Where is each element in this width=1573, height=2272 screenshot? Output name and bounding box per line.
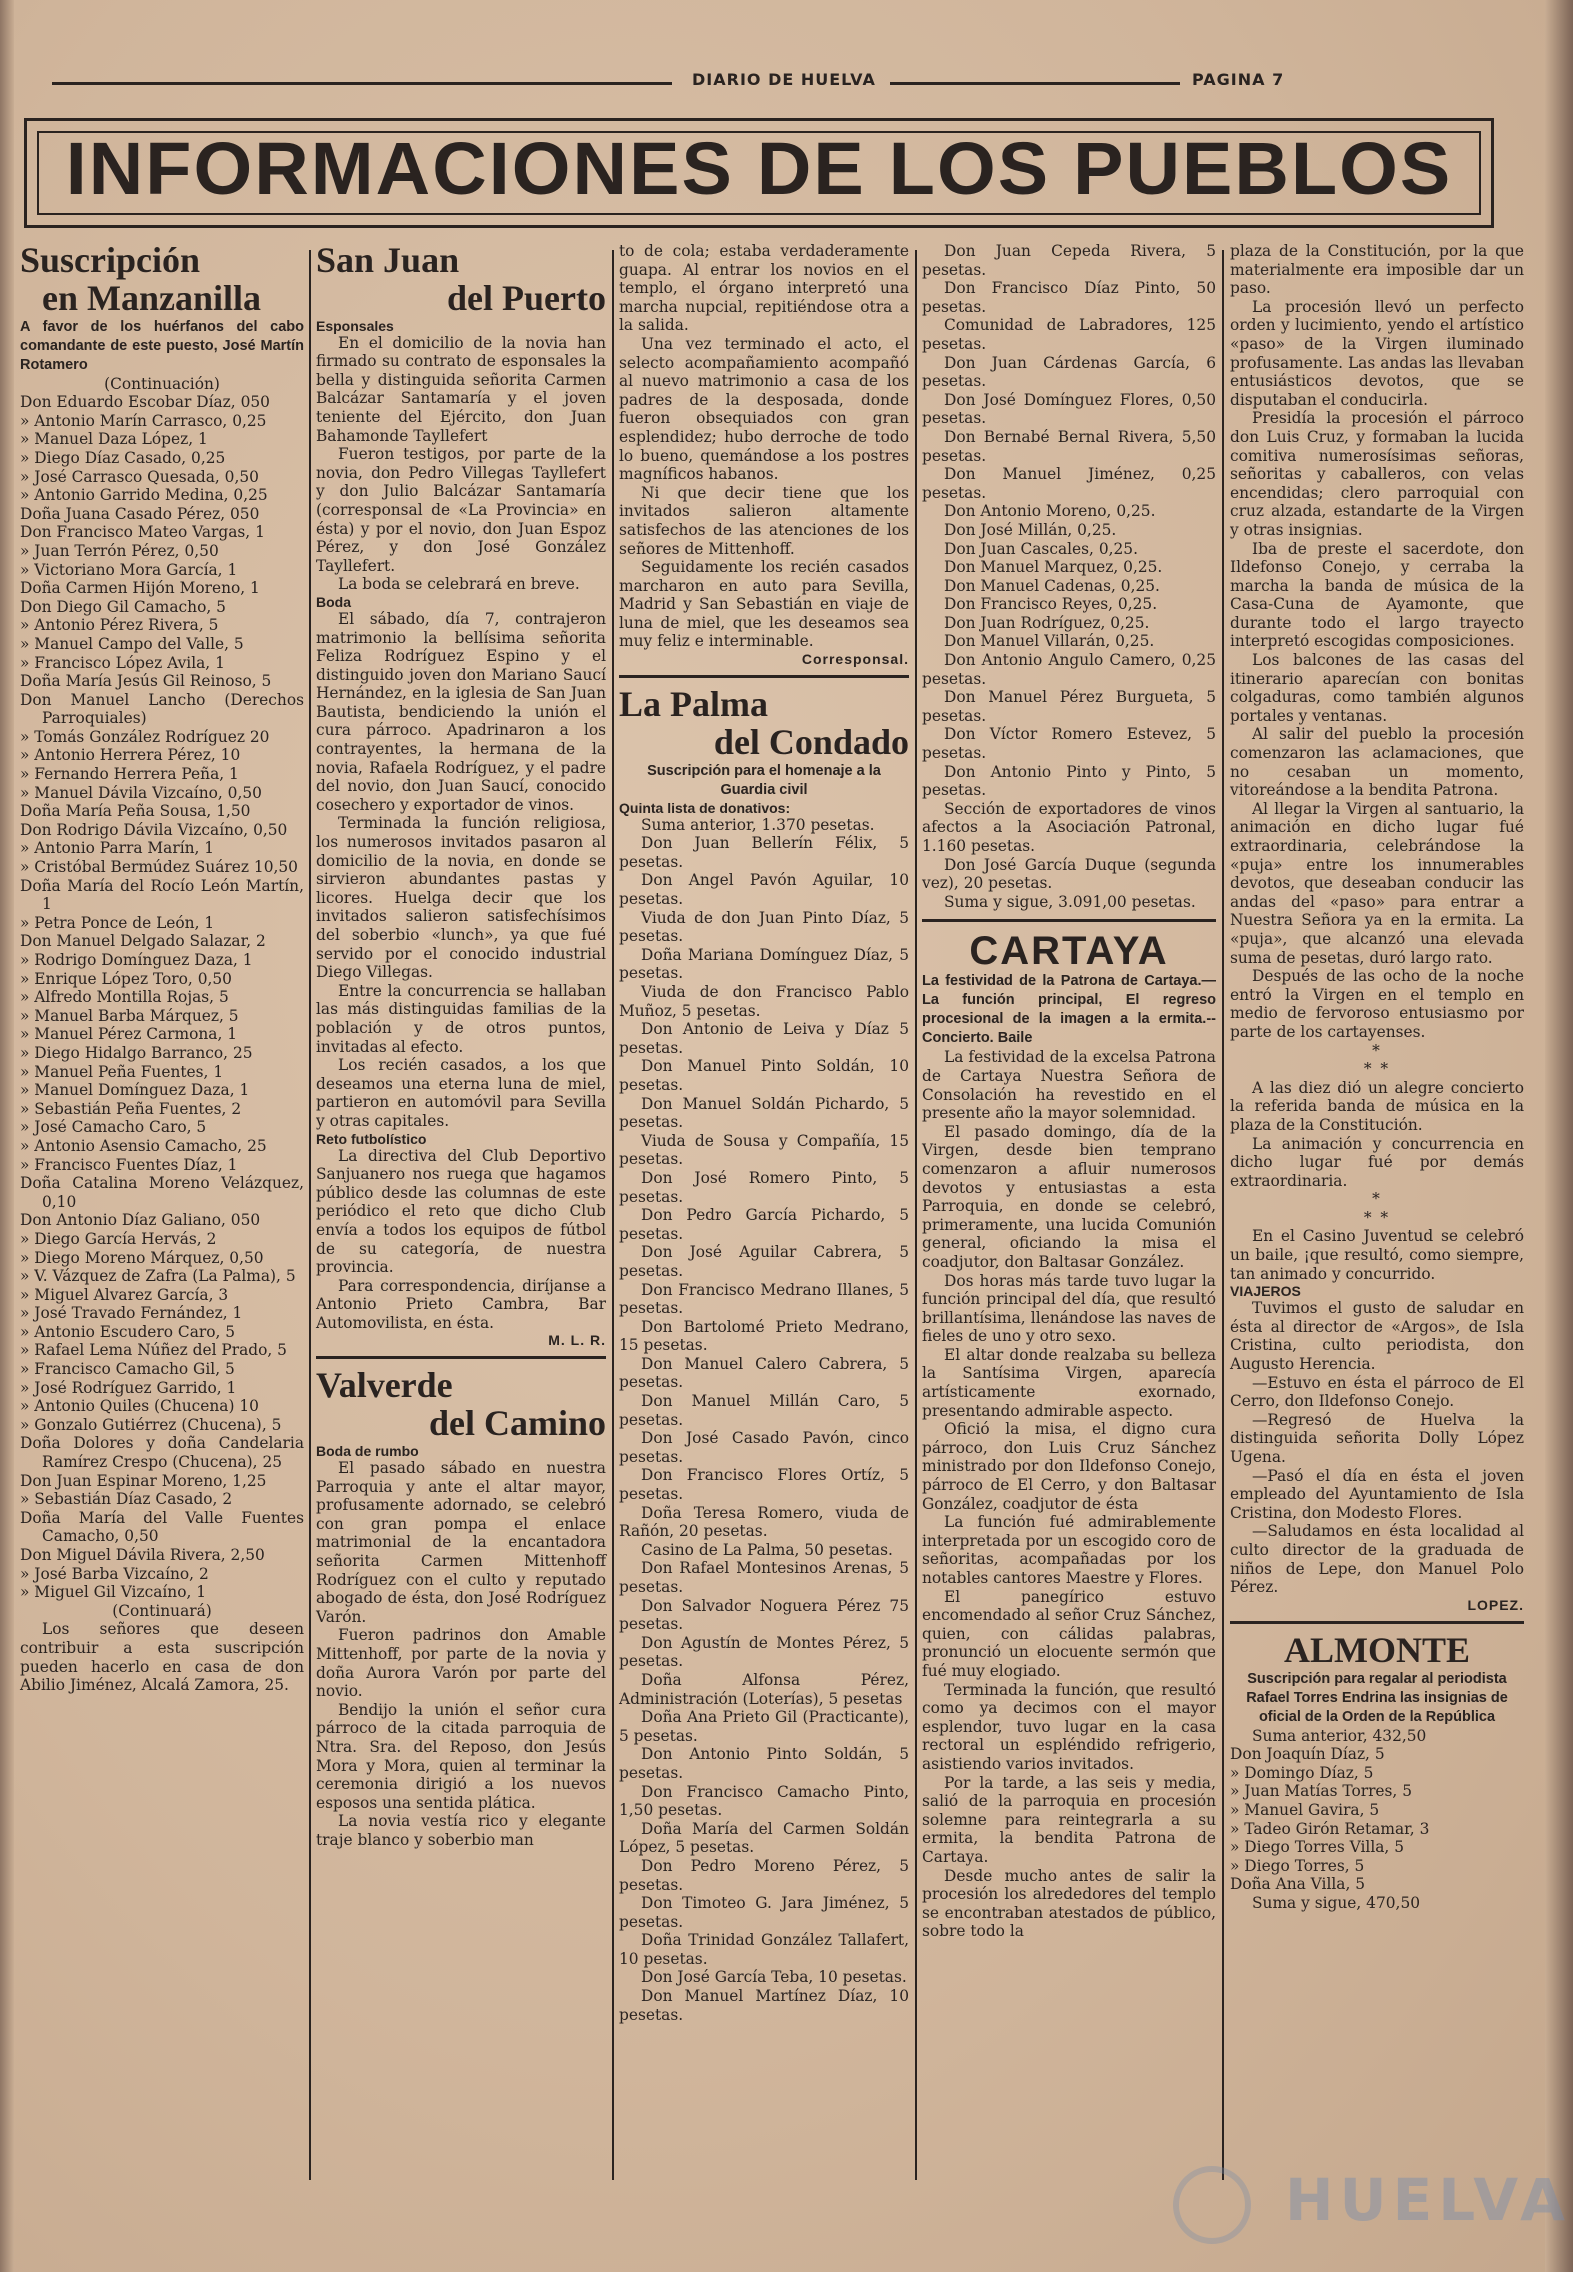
section-ornament: * * *: [1363, 1041, 1391, 1079]
list-item: Don Manuel Villarán, 0,25.: [944, 632, 1155, 651]
list-item: Don Pedro García Pichardo, 5 pesetas.: [619, 1206, 909, 1243]
list-item: » Enrique López Toro, 0,50: [20, 969, 232, 988]
list-item: Don Juan Cepeda Rivera, 5 pesetas.: [922, 242, 1216, 279]
list-item: Doña Catalina Moreno Velázquez, 0,10: [20, 1174, 304, 1211]
list-item: Sección de exportadores de vinos afectos a la Asociación Patronal, 1.160 pesetas.: [922, 799, 1216, 855]
signature: Corresponsal.: [801, 651, 909, 668]
list-item: Don José García Teba, 10 pesetas.: [641, 1968, 907, 1987]
paragraph: Bendijo la unión el señor cura párroco de la citada parroquia de Ntra. Sra. del Reposo, don Jesús Mora y Mora, quien al terminar la ceremonia dirigió a los nuevos esposos una sentida plática.: [316, 1700, 606, 1812]
list-item: » Diego Torres, 5: [1230, 1856, 1365, 1875]
list-item: » Petra Ponce de León, 1: [20, 913, 215, 932]
paragraph: Los balcones de las casas del itinerario aparecían con bonitas colgaduras, como también algunos portales y ventanas.: [1230, 651, 1524, 725]
paragraph: Ni que decir tiene que los invitados salieron altamente satisfechos de las atenciones de los señores de Mittenhoff.: [619, 483, 909, 558]
article-subtitle: Suscripción para regalar al periodista Rafael Torres Endrina las insignias de oficial de la Orden de la República: [1246, 1670, 1508, 1725]
section-heading: Boda: [316, 593, 351, 610]
list-item: Doña Mariana Domínguez Díaz, 5 pesetas.: [619, 945, 909, 983]
paragraph: El pasado sábado en nuestra Parroquia y ante el altar mayor, profusamente adornado, se celebró con gran pompa el enlace matrimonial de la encantadora señorita Carmen Mittenhoff Rodríguez con el culto y reputado abogado de ésta, don José Rodríguez Varón.: [316, 1459, 606, 1626]
paragraph: Seguidamente los recién casados marcharon en auto para Sevilla, Madrid y San Sebastián en viaje de luna de miel, que les deseamos sea muy feliz e interminable.: [619, 558, 909, 651]
donor-list: [20, 393, 304, 1602]
list-item: Don Juan Bellerín Félix, 5 pesetas.: [619, 834, 909, 871]
paragraph: La procesión llevó un perfecto orden y lucimiento, yendo el artístico «paso» de la Virgen iluminado profusamente. Las andas las llevaban entusiásticos devotos, que se disputaban el conducirla.: [1230, 297, 1524, 409]
seal-icon: [1173, 2166, 1251, 2244]
article-subtitle: Suscripción para el homenaje a la Guardia civil: [647, 762, 881, 798]
list-item: Suma y sigue, 470,50: [1252, 1893, 1421, 1912]
list-item: Don Manuel Lancho (Derechos Parroquiales): [20, 690, 304, 728]
paragraph: El altar donde realzaba su belleza la Santísima Virgen, aparecía artísticamente exornado, presentando admirable aspecto.: [922, 1345, 1216, 1420]
list-item: Don Francisco Camacho Pinto, 1,50 pesetas.: [619, 1782, 909, 1820]
list-item: Don Timoteo G. Jara Jiménez, 5 pesetas.: [619, 1894, 909, 1931]
paragraph: En el domicilio de la novia han firmado su contrato de esponsales la bella y distinguida señorita Carmen Balcázar Santamaría y el joven teniente del Ejército, don Juan Bahamonde Tayllefert: [316, 333, 606, 445]
list-item: Don José Aguilar Cabrera, 5 pesetas.: [619, 1243, 909, 1280]
list-item: Don Manuel Jiménez, 0,25 pesetas.: [922, 465, 1216, 502]
list-item: Don José Casado Pavón, cinco pesetas.: [619, 1429, 909, 1466]
paragraph: Entre la concurrencia se hallaban las más distinguidas familias de la población y de otros puntos, invitadas al efecto.: [316, 981, 606, 1056]
page-edge-right: [1545, 0, 1573, 2272]
list-item: Don José Romero Pinto, 5 pesetas.: [619, 1168, 909, 1206]
list-item: Don Víctor Romero Estevez, 5 pesetas.: [922, 725, 1216, 763]
list-item: Don Manuel Calero Cabrera, 5 pesetas.: [619, 1354, 909, 1392]
list-item: » Manuel Gavira, 5: [1230, 1800, 1380, 1819]
list-item: Don Manuel Marquez, 0,25.: [944, 558, 1163, 577]
section-banner: [24, 118, 1494, 228]
list-item: Suma y sigue, 3.091,00 pesetas.: [944, 892, 1196, 911]
list-item: » Sebastián Peña Fuentes, 2: [20, 1099, 242, 1118]
list-item: » Manuel Campo del Valle, 5: [20, 634, 244, 653]
list-item: Viuda de don Juan Pinto Díaz, 5 pesetas.: [619, 908, 909, 946]
article-divider: [922, 919, 1216, 922]
list-item: » Francisco López Avila, 1: [20, 653, 225, 672]
paragraph: Fueron testigos, por parte de la novia, don Pedro Villegas Tayllefert y don Julio Balcázar Santamaría (corresponsal de «La Provincia» en ésta) y por el novio, don Juan Espoz Pérez, y don José González Tayllefert.: [316, 445, 606, 575]
section-ornament: * * *: [1363, 1190, 1391, 1227]
list-item: Don Bernabé Bernal Rivera, 5,50 pesetas.: [922, 427, 1216, 465]
list-item: » Rafael Lema Núñez del Prado, 5: [20, 1341, 287, 1360]
paragraph: Desde mucho antes de salir la procesión los alrededores del templo se encontraban atestados de público, sobre todo la: [922, 1866, 1216, 1941]
list-item: Don Diego Gil Camacho, 5: [20, 597, 226, 616]
list-item: Doña María del Rocío León Martín, 1: [20, 876, 304, 914]
paragraph: —Estuvo en ésta el párroco de El Cerro, don Ildefonso Conejo.: [1230, 1373, 1524, 1411]
list-item: Viuda de Sousa y Compañía, 15 pesetas.: [619, 1131, 909, 1169]
column-rule-4: [1222, 250, 1224, 2180]
list-item: » Diego Hidalgo Barranco, 25: [20, 1043, 253, 1062]
list-heading: Quinta lista de donativos:: [619, 799, 791, 816]
paragraph: Ofició la misa, el digno cura párroco, don Luis Cruz Sánchez ministrado por don Ildefonso Conejo, párroco de El Cerro, y don Baltasar González, coadjutor de ésta: [922, 1420, 1216, 1513]
paragraph: Para correspondencia, diríjanse a Antonio Prieto Cambra, Bar Automovilista, en ésta.: [316, 1276, 606, 1332]
list-item: » José Carrasco Quesada, 0,50: [20, 467, 259, 486]
list-item: » Rodrigo Domínguez Daza, 1: [20, 951, 253, 969]
paragraph: El pasado domingo, día de la Virgen, desde bien temprano comenzaron a afluir numerosos devotos y entusiastas a esta Parroquia, en donde se celebró, primeramente, una lucida Comunión general, oficiando la misa el coadjutor, don Baltasar González.: [922, 1122, 1216, 1271]
continued-footer: (Continuará): [112, 1601, 212, 1620]
paragraph: Al salir del pueblo la procesión comenzaron las aclamaciones, que no cesaban un momento, vitoreándose a la bendita Patrona.: [1230, 725, 1524, 800]
list-item: Don Antonio Moreno, 0,25.: [944, 502, 1156, 521]
list-item: » Antonio Herrera Pérez, 10: [20, 746, 241, 765]
list-item: Doña Dolores y doña Candelaria Ramírez Crespo (Chucena), 25: [20, 1434, 304, 1472]
newspaper-name: DIARIO DE HUELVA: [692, 70, 876, 89]
paragraph: Después de las ocho de la noche entró la Virgen en el templo en medio de fervoroso entusiasmo por parte de los cartayenses.: [1230, 967, 1524, 1041]
paragraph: A las diez dió un alegre concierto la referida banda de música en la plaza de la Constitución.: [1230, 1078, 1524, 1134]
paragraph: En el Casino Juventud se celebró un baile, ¡que resultó, como siempre, tan animado y concurrido.: [1230, 1227, 1524, 1283]
article-title-line2: del Puerto: [447, 277, 606, 318]
paragraph: Terminada la función, que resultó como ya decimos con el mayor esplendor, tuvo lugar en la casa rectoral un espléndido refrigerio, asistiendo varios invitados.: [922, 1680, 1216, 1773]
list-item: » Miguel Alvarez García, 3: [20, 1285, 229, 1304]
list-item: » Francisco Camacho Gil, 5: [20, 1360, 235, 1379]
list-item: Don Antonio Díaz Galiano, 050: [20, 1211, 261, 1230]
list-item: Doña María Peña Sousa, 1,50: [20, 802, 251, 821]
article-subtitle: La festividad de la Patrona de Cartaya.—La función principal, El regreso procesional de la imagen a la ermita.--Concierto. Baile: [922, 973, 1216, 1047]
list-item: Doña Alfonsa Pérez, Administración (Loterías), 5 pesetas: [619, 1670, 909, 1708]
paragraph: Al llegar la Virgen al santuario, la animación en dicho lugar fué extraordinaria, celebrándose la «puja» entre los innumerables devotos, que deseaban conducir las andas del «paso» para entrar a Nuestra Señora ya en la ermita. La «puja», que alcanzó una elevada suma de pesetas, duró largo rato.: [1230, 799, 1524, 967]
list-item: » Miguel Gil Vizcaíno, 1: [20, 1583, 207, 1602]
article-title-line1: La Palma: [619, 684, 768, 725]
article-divider: [1230, 1621, 1524, 1624]
list-item: Don Manuel Pérez Burgueta, 5 pesetas.: [922, 688, 1216, 725]
banner-title: INFORMACIONES DE LOS PUEBLOS: [65, 127, 1453, 210]
paragraph: La directiva del Club Deportivo Sanjuanero nos ruega que hagamos público desde las columnas de este periódico el reto que dicho Club envía a todos los equipos de fútbol de su categoría, de nuestra provincia.: [316, 1146, 606, 1277]
column-rule-3: [915, 250, 917, 2180]
list-item: Don Juan Cárdenas García, 6 pesetas.: [922, 353, 1216, 391]
list-item: » Manuel Daza López, 1: [20, 430, 208, 449]
column-rule-1: [309, 250, 311, 2180]
column-la-palma: [619, 242, 909, 2024]
list-item: » Antonio Asensio Camacho, 25: [20, 1136, 267, 1155]
list-item: Don Salvador Noguera Pérez 75 pesetas.: [619, 1596, 909, 1634]
list-item: Don José García Duque (segunda vez), 20 pesetas.: [922, 855, 1216, 893]
list-item: Don José Domínguez Flores, 0,50 pesetas.: [922, 390, 1216, 428]
list-item: » Tadeo Girón Retamar, 3: [1230, 1819, 1430, 1838]
article-title-line2: del Condado: [713, 721, 909, 762]
list-item: » Domingo Díaz, 5: [1230, 1763, 1374, 1782]
list-item: Don Manuel Cadenas, 0,25.: [944, 576, 1160, 595]
paragraph: —Regresó de Huelva la distinguida señorita Dolly López Ugena.: [1230, 1410, 1524, 1466]
list-item: Comunidad de Labradores, 125 pesetas.: [922, 316, 1216, 353]
section-heading: Esponsales: [316, 317, 394, 334]
article-divider: [316, 1356, 606, 1359]
library-watermark: [1173, 2160, 1572, 2250]
list-item: » José Barba Vizcaíno, 2: [20, 1564, 209, 1583]
list-item: » José Camacho Caro, 5: [20, 1118, 207, 1137]
column-cartaya: [922, 242, 1216, 1941]
list-item: Don Angel Pavón Aguilar, 10 pesetas.: [619, 871, 909, 909]
list-item: » Diego García Hervás, 2: [20, 1229, 217, 1248]
article-title: CARTAYA: [969, 929, 1169, 974]
list-item: Doña Ana Prieto Gil (Practicante), 5 pesetas.: [619, 1708, 909, 1745]
list-item: » Manuel Pérez Carmona, 1: [20, 1025, 238, 1044]
donor-list: [619, 816, 909, 2025]
list-item: » Juan Terrón Pérez, 0,50: [20, 541, 219, 560]
list-item: Casino de La Palma, 50 pesetas.: [641, 1540, 893, 1559]
header-rule-right: [890, 82, 1180, 85]
list-item: » Tomás González Rodríguez 20: [20, 727, 270, 746]
list-item: Doña María del Carmen Soldán López, 5 pesetas.: [619, 1819, 909, 1857]
list-item: Don Antonio Angulo Camero, 0,25 pesetas.: [922, 651, 1216, 688]
list-item: Don Bartolomé Prieto Medrano, 15 pesetas.: [619, 1317, 909, 1355]
list-item: » Cristóbal Bermúdez Suárez 10,50: [20, 858, 298, 877]
paragraph: plaza de la Constitución, por la que materialmente era imposible dar un paso.: [1230, 242, 1524, 298]
list-item: Don Juan Cascales, 0,25.: [944, 539, 1138, 558]
column-san-juan-valverde: [316, 242, 606, 1850]
list-item: » Alfredo Montilla Rojas, 5: [20, 988, 229, 1007]
list-item: » Sebastián Díaz Casado, 2: [20, 1490, 233, 1509]
list-item: Don Francisco Díaz Pinto, 50 pesetas.: [922, 279, 1216, 316]
paragraph: La función fué admirablemente interpretada por un escogido coro de señoritas, acompañadas por los notables cantores Maestre y Flores.: [922, 1513, 1216, 1587]
paragraph: —Saludamos en ésta localidad al culto director de la graduada de niños de Lepe, don Manuel Polo Pérez.: [1230, 1522, 1524, 1597]
paragraph: La animación y concurrencia en dicho lugar fué por demás extraordinaria.: [1230, 1134, 1524, 1190]
list-item: » Antonio Parra Marín, 1: [20, 839, 215, 858]
article-title-line1: Suscripción: [20, 240, 201, 280]
list-item: Don Antonio Pinto y Pinto, 5 pesetas.: [922, 762, 1216, 800]
list-item: Don José Millán, 0,25.: [944, 520, 1117, 539]
paragraph: Los recién casados, a los que deseamos una eterna luna de miel, partieron en automóvil para Sevilla y otras capitales.: [316, 1056, 606, 1130]
list-item: Don Francisco Medrano Illanes, 5 pesetas.: [619, 1280, 909, 1318]
list-item: Don Eduardo Escobar Díaz, 050: [20, 393, 270, 412]
list-item: Don Francisco Mateo Vargas, 1: [20, 523, 265, 542]
list-item: » Manuel Domínguez Daza, 1: [20, 1081, 250, 1100]
column-cartaya-almonte: [1230, 242, 1524, 1912]
list-item: Don Rodrigo Dávila Vizcaíno, 0,50: [20, 820, 288, 839]
list-item: » Antonio Marín Carrasco, 0,25: [20, 411, 267, 430]
list-item: Doña Juana Casado Pérez, 050: [20, 504, 260, 523]
paragraph: Presidía la procesión el párroco don Luis Cruz, y formaban la lucida comitiva numerosísimas señoras, señoritas y caballeros, con velas encendidas; clero parroquial con cruz alzada, estandarte de la Virgen y otras insignias.: [1230, 409, 1524, 539]
watermark-text: HUELVA: [1285, 2166, 1572, 2234]
list-item: » Antonio Quiles (Chucena) 10: [20, 1397, 259, 1416]
list-item: » Diego Torres Villa, 5: [1230, 1838, 1405, 1857]
list-item: » Manuel Peña Fuentes, 1: [20, 1062, 224, 1081]
list-item: Don Francisco Flores Ortíz, 5 pesetas.: [619, 1466, 909, 1504]
list-item: » Antonio Escudero Caro, 5: [20, 1322, 236, 1341]
paragraph: Iba de preste el sacerdote, don Ildefonso Conejo, y cerraba la marcha la banda de música de la Casa-Cuna de Ayamonte, que durante todo el largo trayecto interpretó escogidas composiciones.: [1230, 539, 1524, 651]
list-item: Don Juan Rodríguez, 0,25.: [944, 613, 1150, 632]
list-item: » José Travado Fernández, 1: [20, 1304, 243, 1323]
list-item: Doña María Jesús Gil Reinoso, 5: [20, 672, 272, 691]
list-item: Don Juan Espinar Moreno, 1,25: [20, 1471, 267, 1490]
list-item: » José Rodríguez Garrido, 1: [20, 1378, 237, 1397]
list-item: Don Rafael Montesinos Arenas, 5 pesetas.: [619, 1559, 909, 1596]
article-title-line1: Valverde: [316, 1365, 453, 1406]
list-item: Don Antonio Pinto Soldán, 5 pesetas.: [619, 1745, 909, 1782]
list-item: » Gonzalo Gutiérrez (Chucena), 5: [20, 1415, 282, 1434]
article-title-line2: del Camino: [428, 1403, 606, 1444]
list-item: Don Miguel Dávila Rivera, 2,50: [20, 1546, 265, 1564]
paragraph: Terminada la función religiosa, los numerosos invitados pasaron al domicilio de la novia, en donde se sirvieron abundantes pastas y licores. Huelga decir que los invitados salieron satisfechísimos del soberbio «lunch», ya que fué servido por el conocido industrial Diego Villegas.: [316, 814, 606, 982]
article-title-line1: San Juan: [316, 240, 460, 280]
column-manzanilla: [20, 242, 304, 1695]
donor-list: [922, 242, 1216, 911]
article-subtitle: A favor de los huérfanos del cabo comandante de este puesto, José Martín Rotamero: [20, 318, 304, 373]
signature: M. L. R.: [548, 1332, 606, 1349]
article-title: ALMONTE: [1283, 1629, 1470, 1670]
list-item: Don Antonio de Leiva y Díaz 5 pesetas.: [619, 1020, 909, 1057]
list-item: » Diego Moreno Márquez, 0,50: [20, 1248, 264, 1267]
list-item: Doña Teresa Romero, viuda de Rañón, 20 pesetas.: [619, 1503, 909, 1541]
list-item: Doña Ana Villa, 5: [1230, 1875, 1366, 1894]
section-heading: Reto futbolístico: [316, 1130, 427, 1147]
continued-note: (Continuación): [104, 374, 220, 393]
paragraph: La novia vestía rico y elegante traje blanco y soberbio man: [316, 1812, 606, 1849]
list-item: » Juan Matías Torres, 5: [1230, 1782, 1413, 1801]
list-item: Viuda de don Francisco Pablo Muñoz, 5 pesetas.: [619, 983, 909, 1020]
article-divider: [619, 675, 909, 678]
list-item: » Diego Díaz Casado, 0,25: [20, 448, 226, 467]
list-item: » Victoriano Mora García, 1: [20, 560, 238, 579]
list-item: » Manuel Dávila Vizcaíno, 0,50: [20, 783, 262, 802]
list-item: Don Manuel Soldán Pichardo, 5 pesetas.: [619, 1094, 909, 1132]
paragraph: Fueron padrinos don Amable Mittenhoff, por parte de la novia y doña Aurora Varón por parte del novio.: [316, 1626, 606, 1701]
paragraph: La boda se celebrará en breve.: [338, 575, 580, 594]
list-item: Don Manuel Pinto Soldán, 10 pesetas.: [619, 1057, 909, 1094]
list-item: » Antonio Garrido Medina, 0,25: [20, 486, 268, 505]
section-heading: VIAJEROS: [1230, 1283, 1301, 1300]
paragraph: La festividad de la excelsa Patrona de Cartaya Nuestra Señora de Consolación ha revestido en el presente año la mayor solemnidad.: [922, 1048, 1216, 1123]
signature: LOPEZ.: [1467, 1596, 1524, 1613]
list-item: Doña Trinidad González Tallafert, 10 pesetas.: [619, 1931, 909, 1968]
section-heading: Boda de rumbo: [316, 1443, 419, 1460]
list-item: Suma anterior, 432,50: [1252, 1726, 1427, 1745]
column-rule-2: [612, 250, 614, 2180]
paragraph: El panegírico estuvo encomendado al señor Cruz Sánchez, quien, con cálidas palabras, pronunció un elocuente sermón que fué muy elogiado.: [922, 1587, 1216, 1680]
running-header: [52, 68, 1292, 98]
paragraph: to de cola; estaba verdaderamente guapa. Al entrar los novios en el templo, el órgano interpretó una marcha nupcial, repitiéndose otra a la salida.: [619, 242, 909, 335]
paragraph: —Pasó el día en ésta el joven empleado del Ayuntamiento de Isla Cristina, don Modesto Flores.: [1230, 1466, 1524, 1522]
paragraph: Por la tarde, a las seis y media, salió de la parroquia en procesión solemne para reintegrarla a su ermita, la bendita Patrona de Cartaya.: [922, 1773, 1216, 1866]
list-item: Suma anterior, 1.370 pesetas.: [641, 815, 875, 834]
closing-paragraph: Los señores que deseen contribuir a esta suscripción pueden hacerlo en casa de don Abilio Jiménez, Alcalá Zamora, 25.: [20, 1620, 304, 1695]
paragraph: El sábado, día 7, contrajeron matrimonio la bellísima señorita Feliza Rodríguez Espino y el distinguido joven don Mariano Saucí Hernández, en la iglesia de San Juan Bautista, bendiciendo la unión el cura párroco. Apadrinaron a los contrayentes, la hermana de la novia, Rafaela Rodríguez, y el padre del novio, don Juan Saucí, conocido cosechero y exportador de vinos.: [316, 609, 606, 814]
paragraph: Una vez terminado el acto, el selecto acompañamiento acompañó al nuevo matrimonio a casa de los padres de la desposada, donde fueron obsequiados con gran esplendidez; hubo derroche de todo lo bueno, quemándose a los postres magníficos habanos.: [619, 334, 909, 484]
page-number: PAGINA 7: [1192, 70, 1285, 89]
paragraph: Tuvimos el gusto de saludar en ésta al director de «Argos», de Isla Cristina, culto periodista, don Augusto Herencia.: [1230, 1299, 1524, 1374]
list-item: » V. Vázquez de Zafra (La Palma), 5: [20, 1267, 296, 1286]
header-rule-left: [52, 82, 672, 85]
list-item: Don Manuel Millán Caro, 5 pesetas.: [619, 1392, 909, 1429]
list-item: Doña María del Valle Fuentes Camacho, 0,50: [20, 1508, 304, 1546]
list-item: Don Francisco Reyes, 0,25.: [944, 595, 1158, 614]
list-item: Doña Carmen Hijón Moreno, 1: [20, 579, 260, 598]
list-item: Don Pedro Moreno Pérez, 5 pesetas.: [619, 1856, 909, 1894]
list-item: » Antonio Pérez Rivera, 5: [20, 616, 219, 635]
list-item: » Francisco Fuentes Díaz, 1: [20, 1155, 238, 1174]
list-item: Don Agustín de Montes Pérez, 5 pesetas.: [619, 1633, 909, 1671]
page-edge-left: [0, 0, 14, 2272]
paragraph: Dos horas más tarde tuvo lugar la función principal del día, que resultó brillantísima, llenándose las naves de fieles de uno y otro sexo.: [922, 1271, 1216, 1346]
list-item: Don Manuel Delgado Salazar, 2: [20, 932, 266, 951]
list-item: Don Joaquín Díaz, 5: [1230, 1745, 1385, 1764]
list-item: » Manuel Barba Márquez, 5: [20, 1006, 239, 1025]
article-title-line2: en Manzanilla: [42, 277, 262, 318]
donor-list: [1230, 1727, 1524, 1913]
list-item: » Fernando Herrera Peña, 1: [20, 765, 239, 784]
list-item: Don Manuel Martínez Díaz, 10 pesetas.: [619, 1987, 909, 2024]
